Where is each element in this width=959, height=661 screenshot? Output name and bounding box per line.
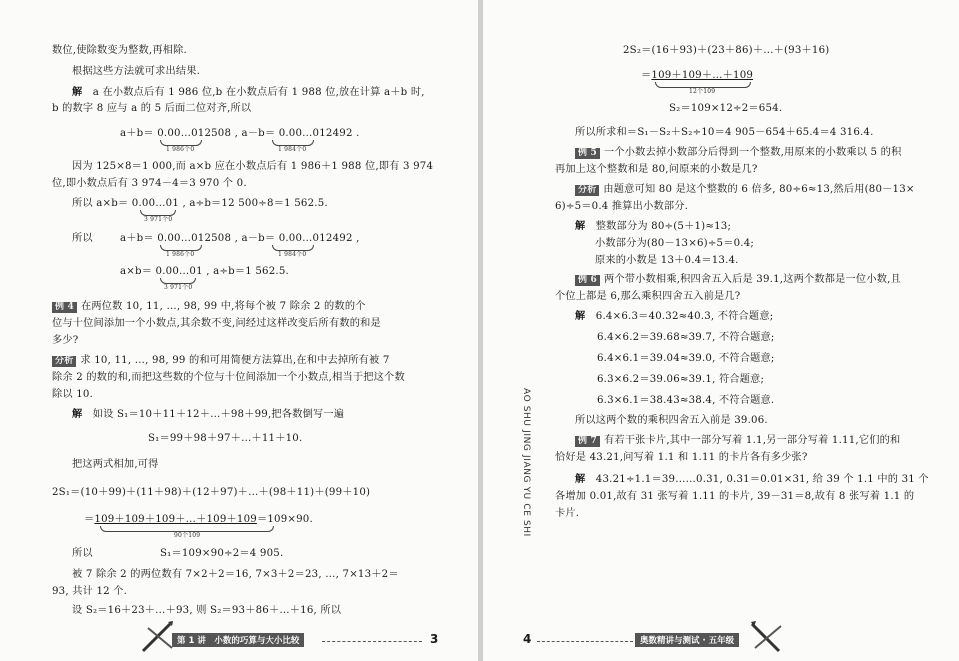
solution-label: 解 [72, 408, 83, 420]
page-number: 4 [523, 632, 532, 646]
solution-label: 解 [575, 220, 586, 232]
text-line: 原来的小数是 13＋0.4＝13.4. [595, 255, 739, 266]
formula-line: S₁＝99＋98＋97＋…＋11＋10. [148, 433, 303, 444]
text-line: 所以所求和＝S₁－S₂＋S₂÷10＝4 905－654＋65.4＝4 316.4. [575, 127, 874, 138]
formula-line: 2S₂＝(16＋93)＋(23＋86)＋…＋(93＋16) [623, 45, 830, 56]
example-tag: 例 6 [575, 275, 600, 286]
side-running-title: AO SHU JING JIANG YU CE SHI [521, 388, 531, 537]
text-line: 6.4×6.1＝39.04≈39.0, 不符合题意; [597, 353, 775, 364]
pencil-ruler-icon [140, 618, 176, 654]
text-line: 例 7 有若干张卡片,其中一部分写着 1.1,另一部分写着 1.11,它们的和 [575, 434, 900, 447]
text-line: 卡片. [555, 508, 580, 519]
text-line: 例 5 一个小数去掉小数部分后得到一个整数,用原来的小数乘以 5 的积 [575, 146, 901, 159]
example-tag: 例 4 [52, 302, 77, 313]
formula-line: 2S₁＝(10＋99)＋(11＋98)＋(12＋97)＋…＋(98＋11)＋(99＋10) [52, 487, 371, 498]
brace-label: 90个109 [174, 532, 201, 539]
brace-label: 1 986个0 [166, 146, 195, 153]
text-line: 根据这些方法就可求出结果. [72, 66, 201, 77]
text-line: 除余 2 的数的和,而把这些数的个位与十位间添加一个小数点,相当于把这个数 [52, 372, 405, 383]
text-line: 各增加 0.01,故有 31 张写着 1.11 的卡片, 39－31＝8,故有 8 张写着 1.1 的 [555, 491, 915, 502]
text-line: 个位上都是 6,那么乘积四舍五入前是几? [555, 291, 741, 302]
formula-line: ＝109＋109＋…＋109 [641, 70, 754, 81]
text-line: 所以 [72, 233, 93, 244]
example-tag: 例 7 [575, 436, 600, 447]
formula-line: ＝109＋109＋109＋…＋109＋109＝109×90. [84, 514, 313, 525]
book-title: 奥数精讲与测试 · 五年级 [635, 633, 739, 647]
solution-label: 解 [575, 310, 586, 322]
text-line: 所以这两个数的乘积四舍五入前是 39.06. [575, 415, 768, 426]
text-line: 6.3×6.2＝39.06≈39.1, 符合题意; [597, 374, 765, 385]
brace-label: 3 971个0 [144, 216, 173, 223]
text-line: 例 4 在两位数 10, 11, …, 98, 99 中,将每个被 7 除余 2 的数的个 [52, 300, 366, 313]
text-line: 因为 125×8＝1 000,而 a×b 应在小数点后有 1 986＋1 988 位,即有 3 974 [72, 161, 434, 172]
text-line: 被 7 除余 2 的两位数有 7×2＋2＝16, 7×3＋2＝23, …, 7×13＋2＝ [72, 569, 399, 580]
formula-line: a＋b＝ 0.00…012508 , a－b＝ 0.00…012492 . [120, 128, 360, 139]
text-line: 再加上这个整数和是 80,问原来的小数是几? [555, 164, 758, 175]
chapter-title: 第 1 讲 小数的巧算与大小比较 [172, 633, 304, 647]
text-line: 数位,使除数变为整数,再相除. [52, 45, 187, 56]
pencil-ruler-icon [749, 618, 785, 654]
text-line: 93, 共计 12 个. [52, 586, 128, 597]
text-line: 解 43.21÷1.1＝39……0.31, 0.31＝0.01×31, 给 39 个 1.1 中的 31 个 [575, 473, 929, 485]
text-line: 分析 由题意可知 80 是这个整数的 6 倍多, 80÷6≈13,然后用(80－13× [575, 183, 915, 196]
example-tag: 例 5 [575, 148, 600, 159]
formula-line: S₂＝109×12÷2＝654. [669, 103, 783, 114]
brace-label: 12个109 [689, 88, 716, 95]
solution-label: 解 [575, 473, 586, 485]
text-line: 6.3×6.1＝38.43≈38.4, 不符合题意. [597, 395, 775, 406]
analysis-tag: 分析 [575, 185, 599, 196]
left-page [0, 0, 478, 661]
brace-label: 1 986个0 [166, 251, 195, 258]
brace-label: 1 984个0 [278, 251, 307, 258]
text-line: 6)÷5＝0.4 推算出小数部分. [555, 201, 689, 212]
footer-rule [537, 641, 633, 642]
text-line: 把这两式相加,可得 [72, 459, 159, 470]
text-line: 所以 [72, 548, 93, 559]
text-line: 位与十位间添加一个小数点,其余数不变,问经过这样改变后所有数的和是 [52, 318, 381, 329]
text-line: 恰好是 43.21,问写着 1.1 和 1.11 的卡片各有多少张? [555, 452, 808, 463]
right-page [483, 0, 959, 661]
text-line: 小数部分为(80－13×6)÷5＝0.4; [595, 238, 755, 249]
text-line: 分析 求 10, 11, …, 98, 99 的和可用简便方法算出,在和中去掉所有被 7 [52, 354, 390, 367]
formula-line: a×b＝ 0.00…01 , a÷b＝1 562.5. [120, 266, 289, 277]
text-line: 解 如设 S₁＝10＋11＋12＋…＋98＋99,把各数倒写一遍 [72, 408, 345, 420]
text-line: 例 6 两个带小数相乘,积四舍五入后是 39.1,这两个数都是一位小数,且 [575, 273, 901, 286]
text-line: 解 整数部分为 80÷(5＋1)≈13; [575, 220, 732, 232]
text-line: 解 a 在小数点后有 1 986 位,b 在小数点后有 1 988 位,放在计算 a＋b 时, [72, 86, 425, 98]
footer-rule [322, 641, 422, 642]
analysis-tag: 分析 [52, 356, 76, 367]
text-line: b 的数字 8 应与 a 的 5 后面二位对齐,所以 [52, 103, 252, 114]
solution-label: 解 [72, 86, 83, 98]
brace-label: 3 971个0 [164, 284, 193, 291]
formula-line: a＋b＝ 0.00…012508 , a－b＝ 0.00…012492 , [120, 233, 360, 244]
brace-label: 1 984个0 [278, 146, 307, 153]
formula-line: S₁＝109×90÷2＝4 905. [160, 548, 284, 559]
formula-line: 所以 a×b＝ 0.00…01 , a÷b＝12 500÷8＝1 562.5. [72, 198, 328, 209]
text-line: 多少? [52, 335, 79, 346]
text-line: 6.4×6.2＝39.68≈39.7, 不符合题意; [597, 332, 775, 343]
page-number: 3 [430, 632, 439, 646]
text-line: 解 6.4×6.3＝40.32≈40.3, 不符合题意; [575, 310, 774, 322]
text-line: 除以 10. [52, 389, 94, 400]
text-line: 设 S₂＝16＋23＋…＋93, 则 S₂＝93＋86＋…＋16, 所以 [72, 605, 342, 616]
text-line: 位,即小数点后有 3 974－4＝3 970 个 0. [52, 178, 247, 189]
